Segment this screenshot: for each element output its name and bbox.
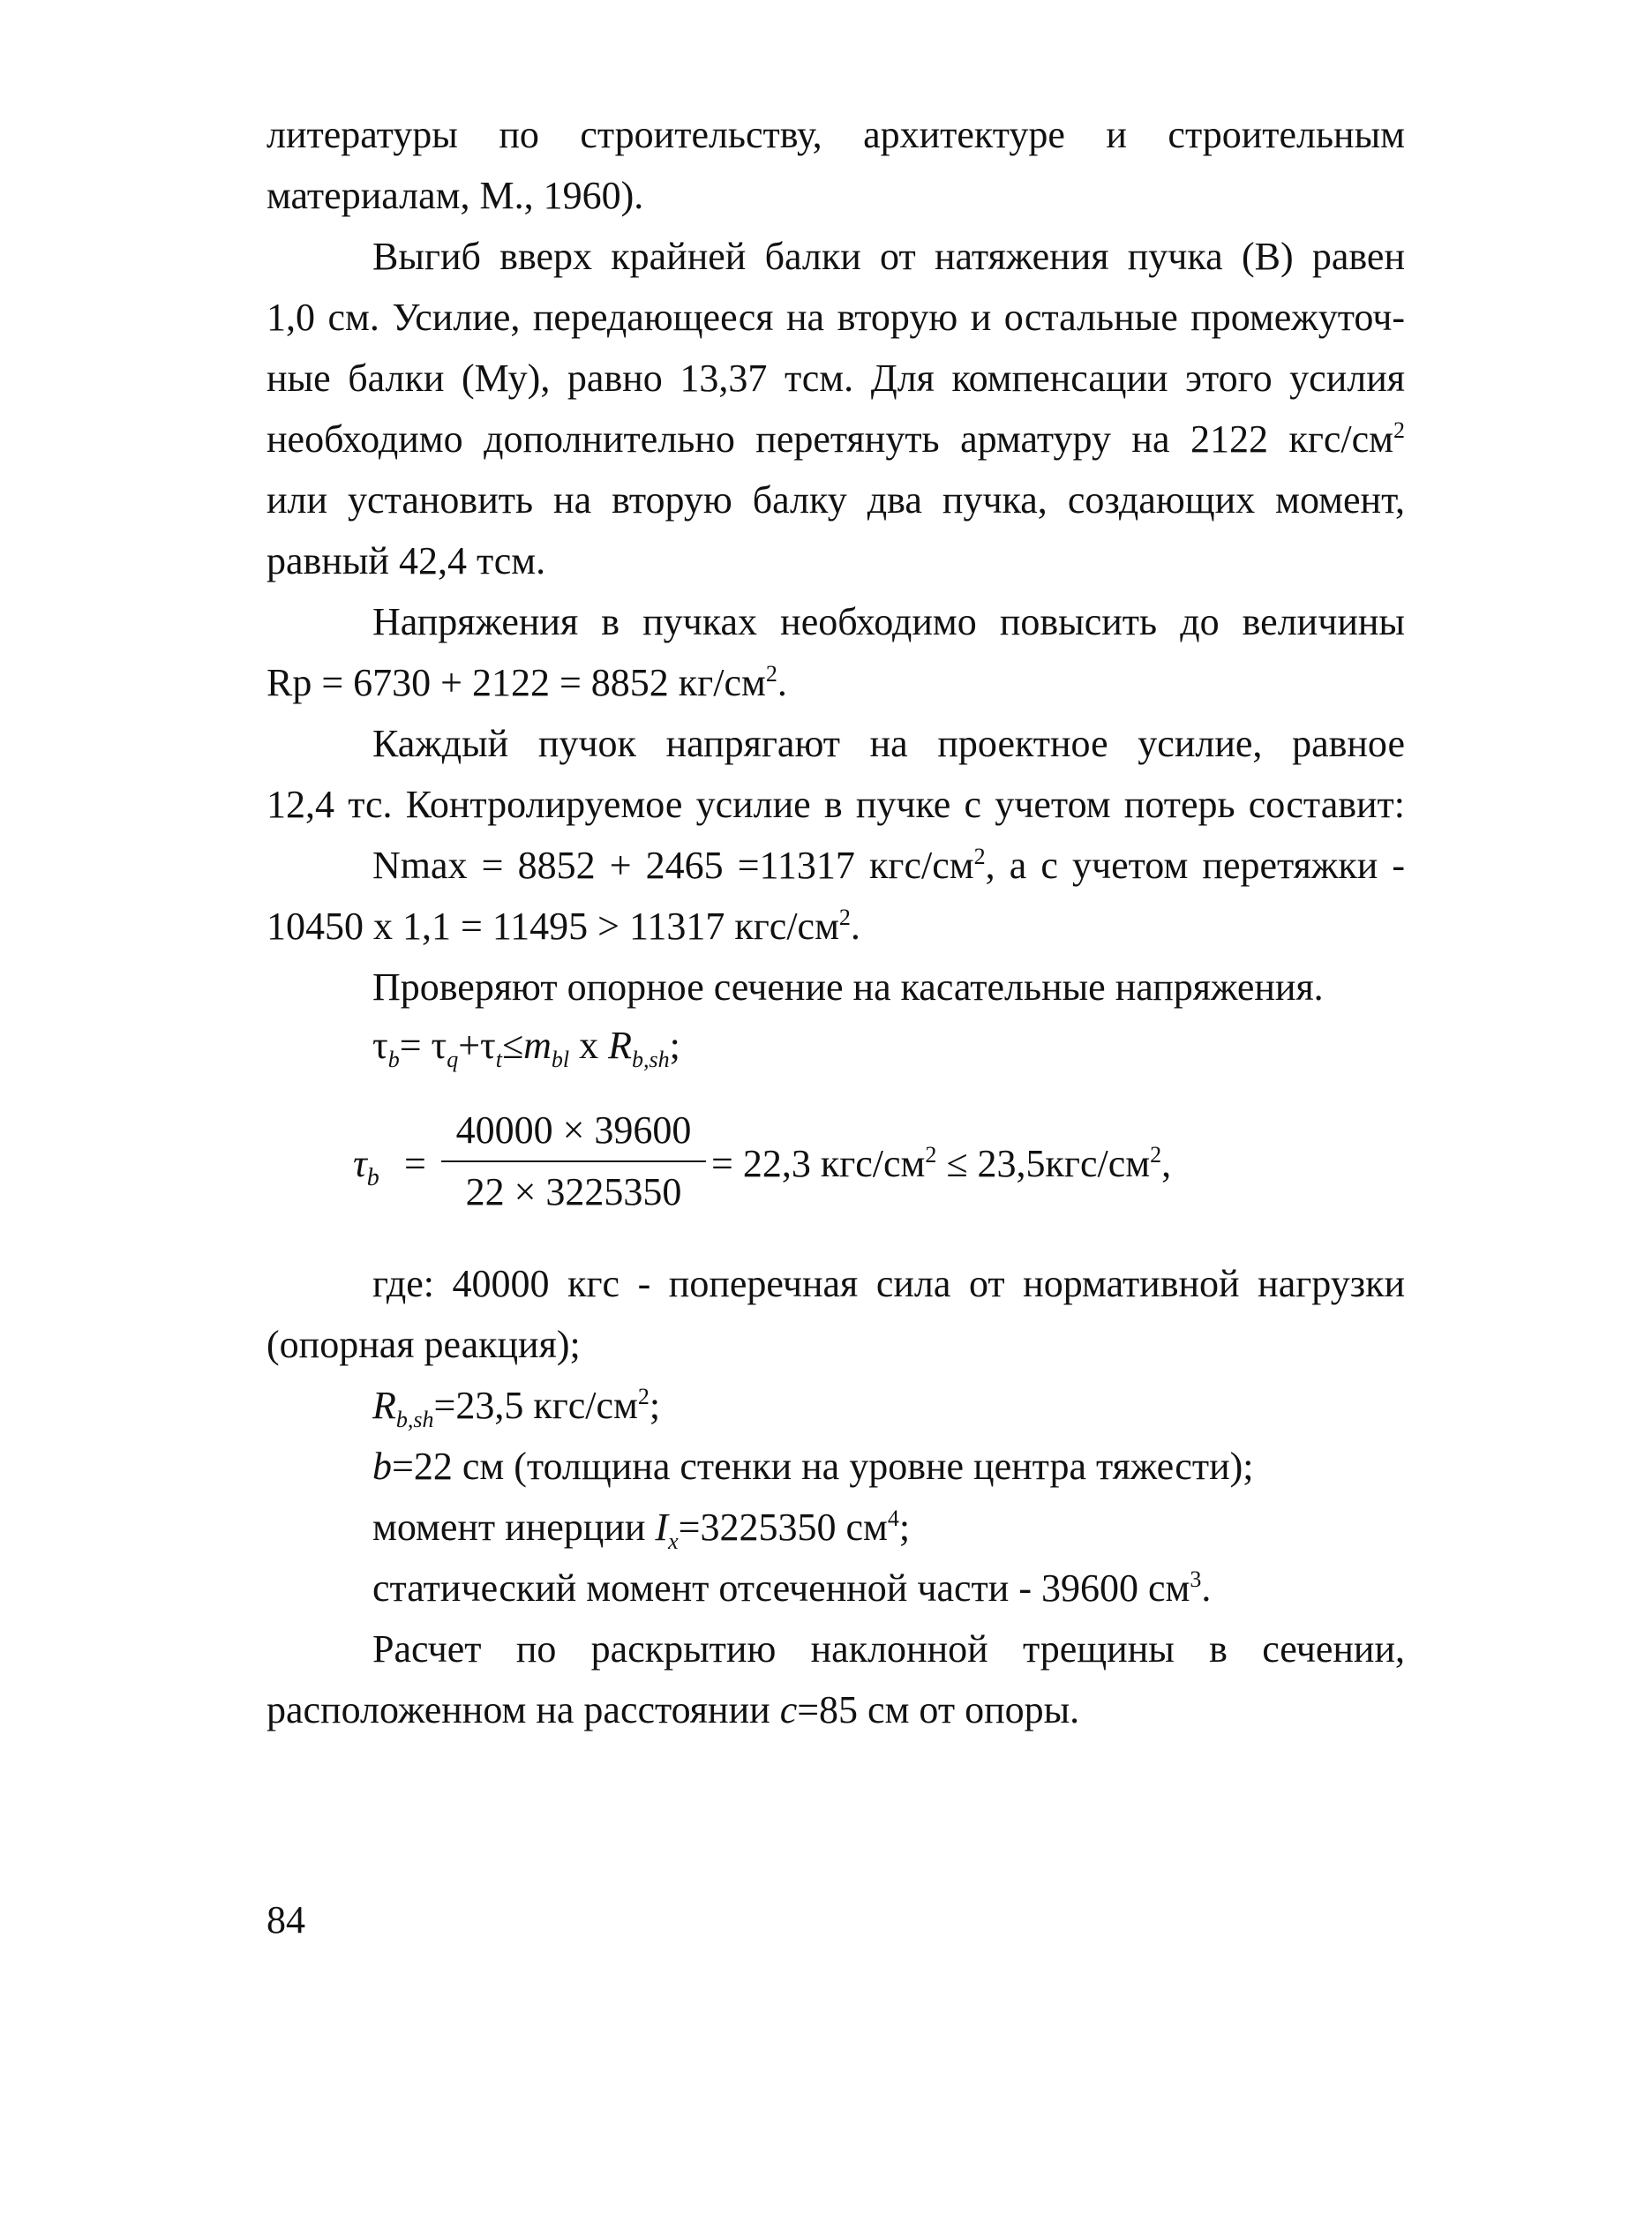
text-line xyxy=(267,835,1405,896)
formula-symbol: b xyxy=(372,1445,392,1488)
formula-equals: = xyxy=(404,1142,426,1185)
text-line xyxy=(267,409,1405,469)
text-line: материалам, М., 1960). xyxy=(267,174,644,217)
formula-symbol: +τ xyxy=(458,1024,496,1067)
formula-shear-condition xyxy=(267,1015,1405,1076)
definition-line xyxy=(267,1436,1405,1497)
text-line: 12,4 тс. Контролируемое усилие в пучке с учетом потерь составит: xyxy=(267,783,1405,826)
paragraph-nmax xyxy=(267,835,1405,957)
formula-symbol: c xyxy=(779,1688,798,1731)
paragraph-crack-calculation xyxy=(267,1618,1405,1740)
paragraph-reference-continuation xyxy=(267,104,1405,226)
text-fragment: необходимо дополнительно перетянуть арматуру на 2122 кгс/см xyxy=(267,417,1393,461)
fraction-bar xyxy=(441,1160,706,1162)
formula-symbol: R xyxy=(608,1024,632,1067)
text-line: литературы по строительству, архитектуре и строительным xyxy=(267,113,1405,156)
text-fragment: =22 см (толщина стенки на уровне центра тяжести); xyxy=(392,1445,1254,1488)
text-fragment: момент инерции xyxy=(372,1506,656,1549)
formula-symbol: ≤m xyxy=(501,1024,552,1067)
text-line: 1,0 см. Усилие, передающееся на вторую и остальные промежуточ- xyxy=(267,296,1405,339)
formula-line xyxy=(267,1015,1405,1076)
text-line: Каждый пучок напрягают на проектное усилие, равное xyxy=(372,722,1405,765)
text-fragment: ; xyxy=(649,1384,661,1427)
superscript: 2 xyxy=(973,844,986,869)
text-line: Расчет по раскрытию наклонной трещины в сечении, xyxy=(372,1627,1405,1671)
text-fragment: Rp = 6730 + 2122 = 8852 кг/см xyxy=(267,661,766,704)
superscript: 2 xyxy=(765,661,777,687)
definitions-list xyxy=(267,1375,1405,1618)
text-line: ные балки (Му), равно 13,37 тсм. Для компенсации этого усилия xyxy=(267,357,1405,400)
text-line: Проверяют опорное сечение на касательные напряжения. xyxy=(372,965,1324,1009)
subscript: t xyxy=(495,1047,502,1072)
superscript: 2 xyxy=(1393,417,1405,443)
paragraph-tendon-force xyxy=(267,713,1405,835)
text-line xyxy=(267,1679,1405,1740)
text-fragment: Nmax = 8852 + 2465 =11317 кгс/см xyxy=(372,844,974,887)
text-fragment: 10450 х 1,1 = 11495 > 11317 кгс/см xyxy=(267,905,839,948)
text-fragment: статический момент отсеченной части - 39600 см xyxy=(372,1566,1190,1610)
formula-symbol: τ xyxy=(372,1024,388,1067)
text-line: равный 42,4 тсм. xyxy=(267,539,546,582)
paragraph-shear-check xyxy=(267,957,1405,1018)
subscript: x xyxy=(668,1528,679,1554)
paragraph-beam-deflection xyxy=(267,226,1405,591)
page-number: 84 xyxy=(267,1898,305,1941)
text-fragment: = 22,3 кгс/см xyxy=(711,1142,926,1185)
subscript: b xyxy=(387,1047,400,1072)
formula-symbol: = τ xyxy=(399,1024,447,1067)
text-fragment: ; xyxy=(898,1506,911,1549)
formula-symbol: τ xyxy=(353,1142,367,1185)
text-line: где: 40000 кгс - поперечная сила от нормативной нагрузки xyxy=(372,1262,1405,1305)
text-line: (опорная реакция); xyxy=(267,1323,581,1366)
definition-line xyxy=(267,1558,1405,1618)
text-fragment: , а с учетом перетяжки - xyxy=(985,844,1406,887)
formula-symbol: ; xyxy=(669,1024,680,1067)
text-line: Напряжения в пучках необходимо повысить до величины xyxy=(372,600,1405,643)
formula-symbol: I xyxy=(655,1506,669,1549)
superscript: 2 xyxy=(925,1142,937,1168)
text-fragment: =85 см от опоры. xyxy=(797,1688,1080,1731)
text-line: Выгиб вверх крайней балки от натяжения пучка (В) равен xyxy=(372,235,1405,278)
text-fragment: , xyxy=(1161,1142,1172,1185)
text-fragment: расположенном на расстоянии xyxy=(267,1688,780,1731)
superscript: 2 xyxy=(1150,1142,1162,1168)
text-line: или установить на вторую балку два пучка, создающих момент, xyxy=(267,478,1405,522)
superscript: 3 xyxy=(1190,1566,1202,1592)
text-fragment: . xyxy=(1201,1566,1212,1610)
text-fragment: . xyxy=(777,661,787,704)
formula-symbol: х xyxy=(569,1024,609,1067)
subscript: q xyxy=(447,1047,459,1072)
subscript: b,sh xyxy=(395,1407,434,1432)
superscript: 2 xyxy=(637,1384,650,1409)
superscript: 4 xyxy=(887,1506,899,1531)
text-line xyxy=(267,896,1405,957)
fraction-numerator: 40000 × 39600 xyxy=(455,1108,692,1152)
definition-line xyxy=(267,1497,1405,1558)
superscript: 2 xyxy=(838,905,851,930)
subscript: bl xyxy=(551,1047,570,1072)
definition-line xyxy=(267,1375,1405,1436)
subscript: b,sh xyxy=(631,1047,670,1072)
formula-shear-stress-value xyxy=(353,1108,1324,1222)
text-line xyxy=(267,652,1405,713)
text-fragment: =3225350 см xyxy=(678,1506,888,1549)
paragraph-stress-increase xyxy=(267,591,1405,713)
subscript: b xyxy=(366,1164,379,1191)
paragraph-where xyxy=(267,1253,1405,1375)
text-fragment: . xyxy=(850,905,860,948)
formula-rhs xyxy=(711,1141,1171,1186)
formula-lhs xyxy=(353,1141,379,1191)
text-fragment: ≤ 23,5кгс/см xyxy=(936,1142,1151,1185)
text-fragment: =23,5 кгс/см xyxy=(433,1384,638,1427)
formula-symbol: R xyxy=(372,1384,396,1427)
fraction-denominator: 22 × 3225350 xyxy=(465,1170,682,1213)
